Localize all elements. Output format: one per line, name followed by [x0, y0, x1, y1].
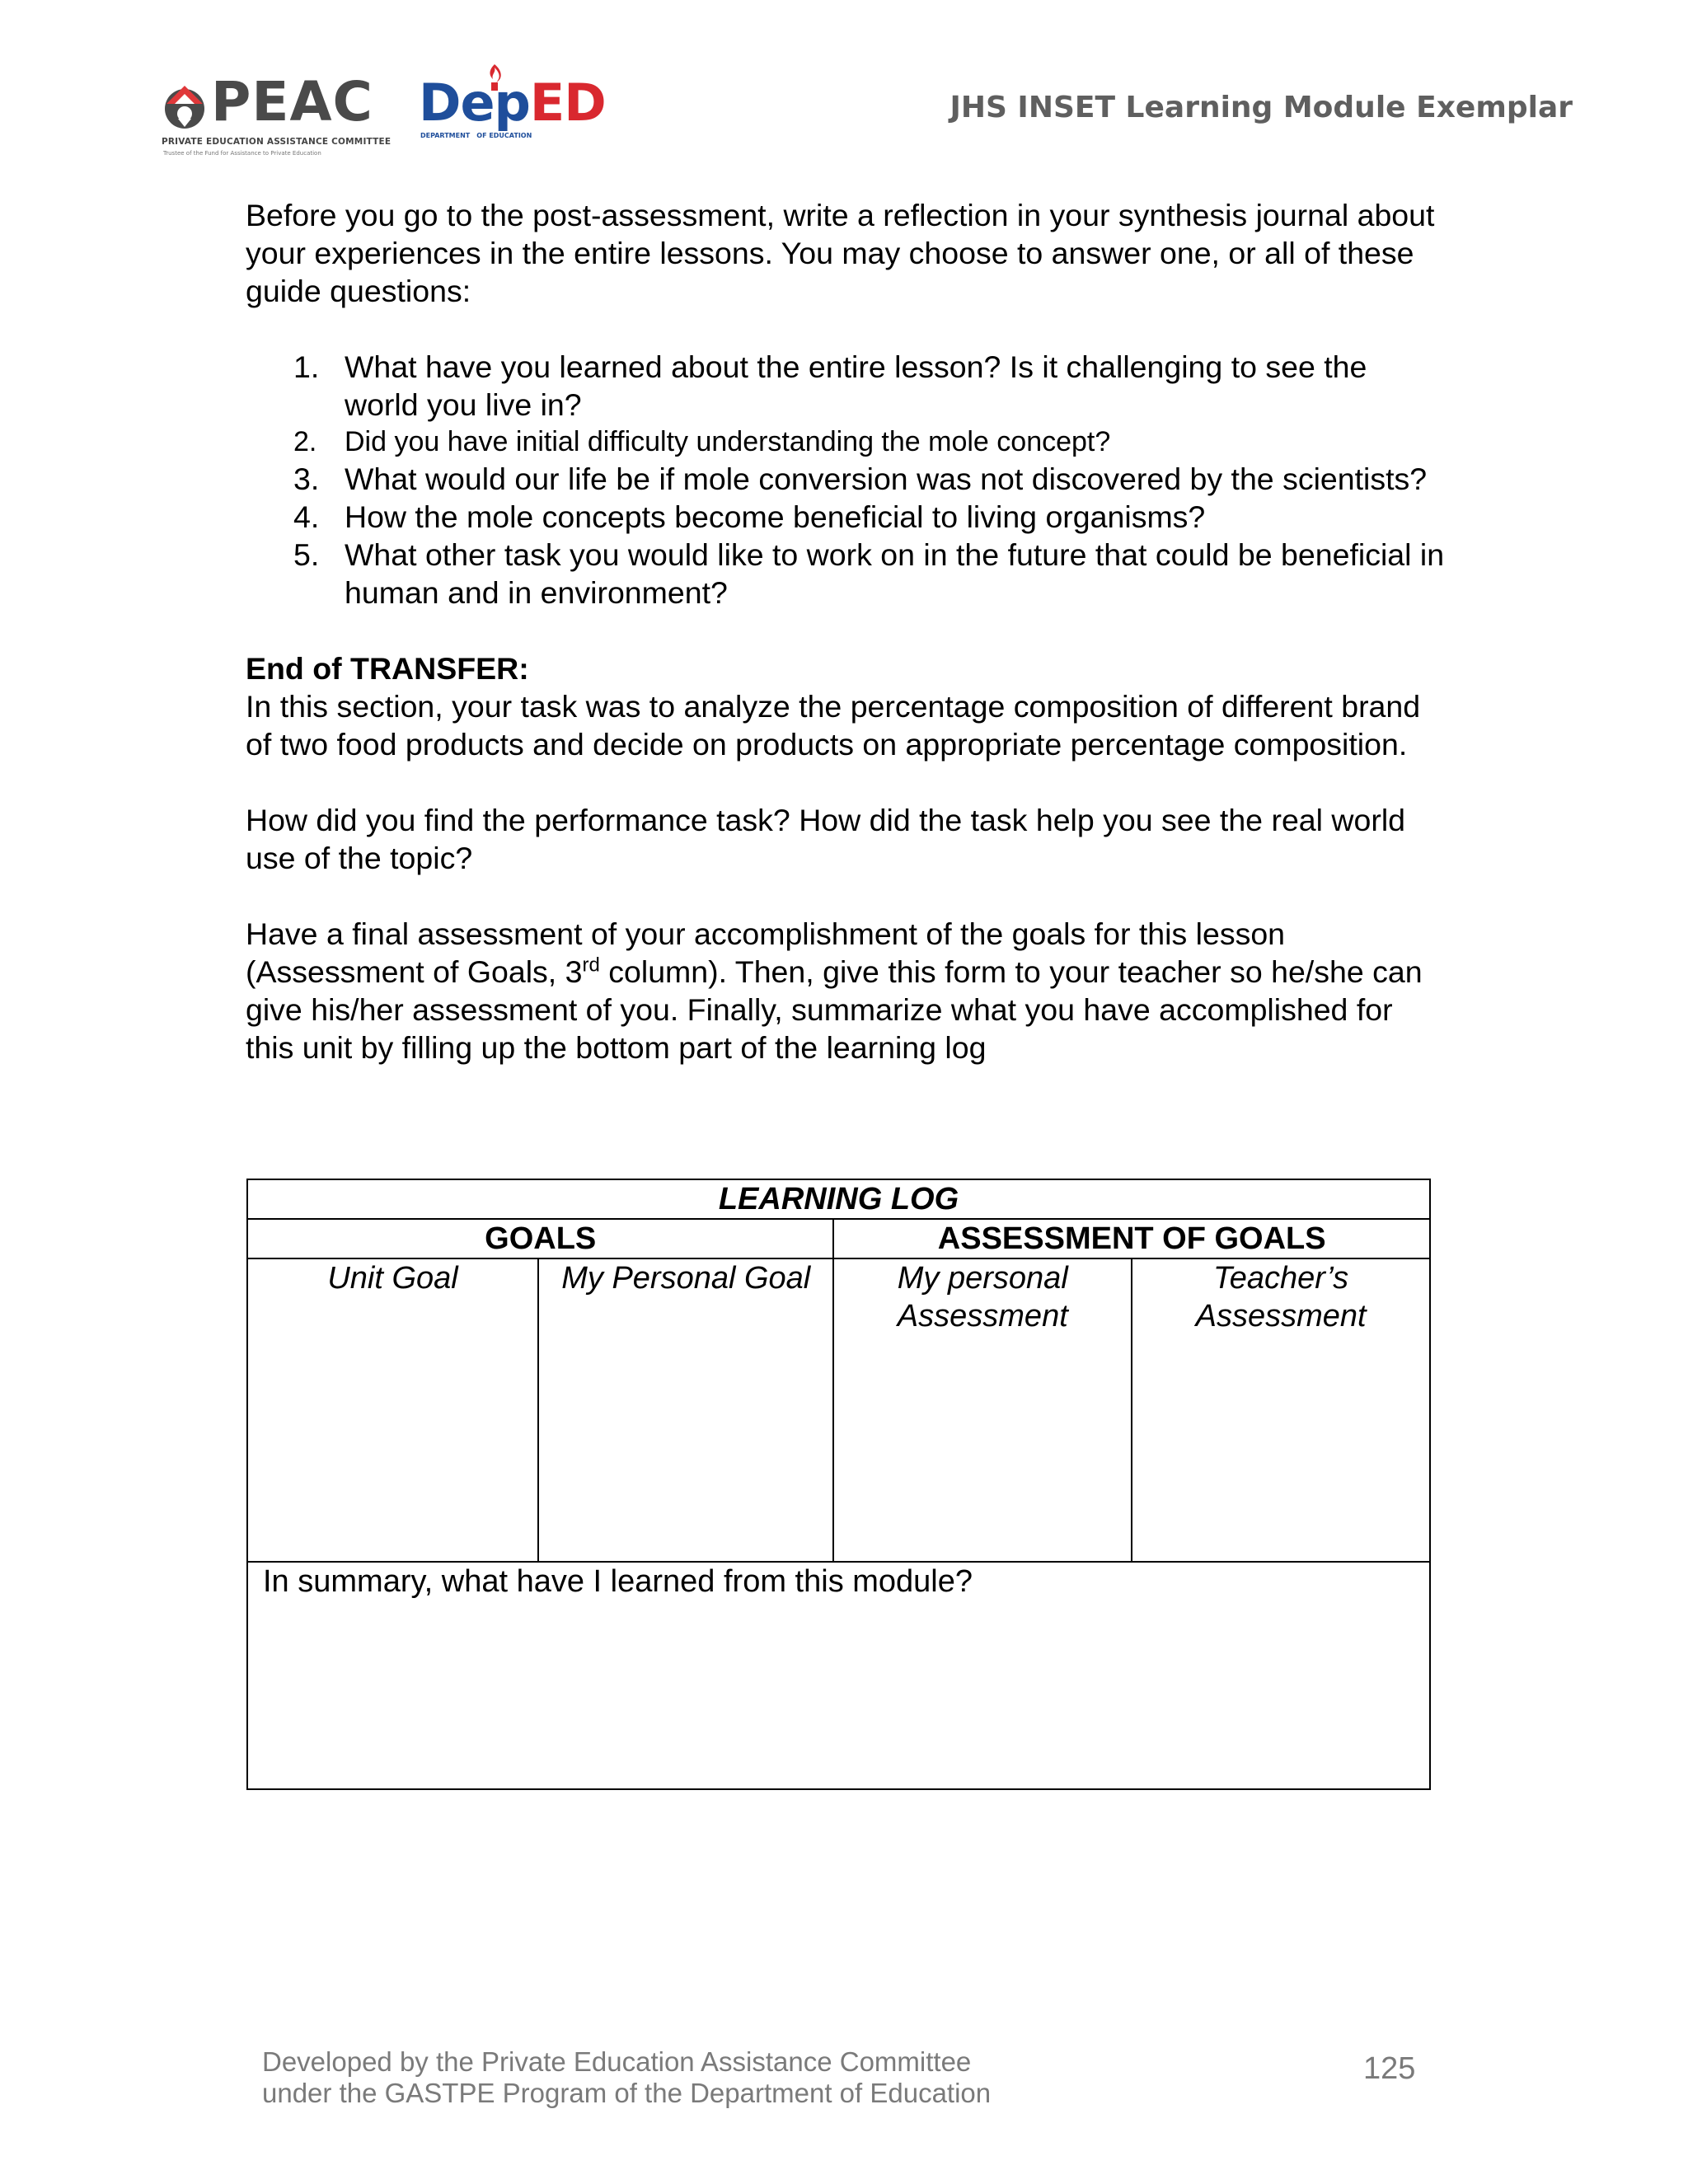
- deped-subtitle-education: OF EDUCATION: [476, 132, 532, 139]
- page-footer: [262, 2046, 991, 2109]
- personal-assessment-label: My personal Assessment: [897, 1261, 1068, 1333]
- peac-logo: [162, 69, 392, 160]
- footer-line-1: Developed by the Private Education Assistance Committee: [262, 2046, 972, 2077]
- table-row: [247, 1219, 1430, 1258]
- page-content: [246, 196, 1449, 1066]
- page-header: [0, 0, 1688, 165]
- personal-goal-cell[interactable]: [538, 1258, 833, 1562]
- unit-goal-label: Unit Goal: [327, 1261, 458, 1296]
- learning-log-table: [246, 1179, 1431, 1790]
- transfer-paragraph-3: [246, 915, 1449, 1066]
- intro-paragraph: Before you go to the post-assessment, write a reflection in your synthesis journal about your experiences in the entire lessons. You may choose to answer one, or all of these guide questions:: [246, 198, 1435, 308]
- goals-header: GOALS: [247, 1219, 833, 1258]
- spacer: [246, 877, 1449, 915]
- spacer: [246, 763, 1449, 801]
- transfer-paragraph-2: How did you find the performance task? How did the task help you see the real world use of the topic?: [246, 803, 1406, 875]
- peac-wordmark: PEAC: [211, 70, 373, 134]
- learning-log-title: LEARNING LOG: [247, 1179, 1430, 1219]
- list-item-number: 5.: [293, 537, 320, 572]
- list-item: [246, 424, 1449, 460]
- module-title: JHS INSET Learning Module Exemplar: [950, 91, 1573, 124]
- list-item-text: What other task you would like to work on in the future that could be beneficial in human and in environment?: [345, 537, 1445, 610]
- paragraph-text: Have a final assessment of your accomplishment of the goals for this lesson (Assessment of Goals, 3: [246, 916, 1286, 989]
- assessment-of-goals-header: ASSESSMENT OF GOALS: [833, 1219, 1430, 1258]
- summary-prompt: In summary, what have I learned from this module?: [263, 1564, 973, 1599]
- list-item-number: 2.: [293, 426, 317, 457]
- table-row: [247, 1562, 1430, 1789]
- list-item-number: 4.: [293, 499, 320, 534]
- personal-assessment-cell[interactable]: [833, 1258, 1132, 1562]
- list-item-text: How the mole concepts become beneficial to living organisms?: [345, 499, 1206, 534]
- list-item-text: What would our life be if mole conversion was not discovered by the scientists?: [345, 462, 1428, 496]
- list-item-text: What have you learned about the entire lesson? Is it challenging to see the world you live in?: [345, 349, 1367, 422]
- page-number: 125: [1363, 2051, 1416, 2086]
- peac-tagline: Trustee of the Fund for Assistance to Private Education: [163, 150, 321, 157]
- deped-wordmark-dep: Dep: [419, 73, 530, 133]
- deped-logo: [419, 64, 606, 147]
- summary-cell[interactable]: [247, 1562, 1430, 1789]
- list-item-number: 1.: [293, 349, 320, 384]
- deped-wordmark-ed: ED: [529, 73, 606, 133]
- peac-emblem-icon: [162, 76, 208, 134]
- table-row: [247, 1179, 1430, 1219]
- list-item-number: 3.: [293, 462, 320, 496]
- paragraph-text: column). Then, give this form to your teacher so he/she can give his/her assessment of you. Finally, summarize what you have accomplished for this unit by filling up the bottom part of the learning log: [246, 954, 1423, 1065]
- teacher-assessment-cell[interactable]: [1132, 1258, 1430, 1562]
- list-item-text: Did you have initial difficulty understanding the mole concept?: [345, 426, 1111, 457]
- transfer-section-title: End of TRANSFER:: [246, 651, 529, 686]
- peac-subtitle: PRIVATE EDUCATION ASSISTANCE COMMITTEE: [162, 137, 392, 147]
- list-item: [246, 536, 1449, 612]
- deped-subtitle: [420, 132, 532, 139]
- list-item: [246, 460, 1449, 498]
- personal-goal-label: My Personal Goal: [561, 1261, 811, 1296]
- teacher-assessment-label: Teacher’s Assessment: [1195, 1261, 1367, 1333]
- footer-line-2: under the GASTPE Program of the Department of Education: [262, 2078, 992, 2108]
- spacer: [246, 612, 1449, 649]
- table-row: [247, 1258, 1430, 1562]
- ordinal-suffix: rd: [582, 954, 600, 977]
- spacer: [246, 310, 1449, 348]
- deped-subtitle-department: DEPARTMENT: [420, 132, 471, 139]
- list-item: [246, 498, 1449, 536]
- guide-questions-list: [246, 348, 1449, 612]
- deped-wordmark: [419, 73, 606, 133]
- transfer-paragraph-1: In this section, your task was to analyze the percentage composition of different brand of two food products and decide on products on appropriate percentage composition.: [246, 689, 1421, 762]
- unit-goal-cell[interactable]: [247, 1258, 538, 1562]
- list-item: [246, 348, 1449, 424]
